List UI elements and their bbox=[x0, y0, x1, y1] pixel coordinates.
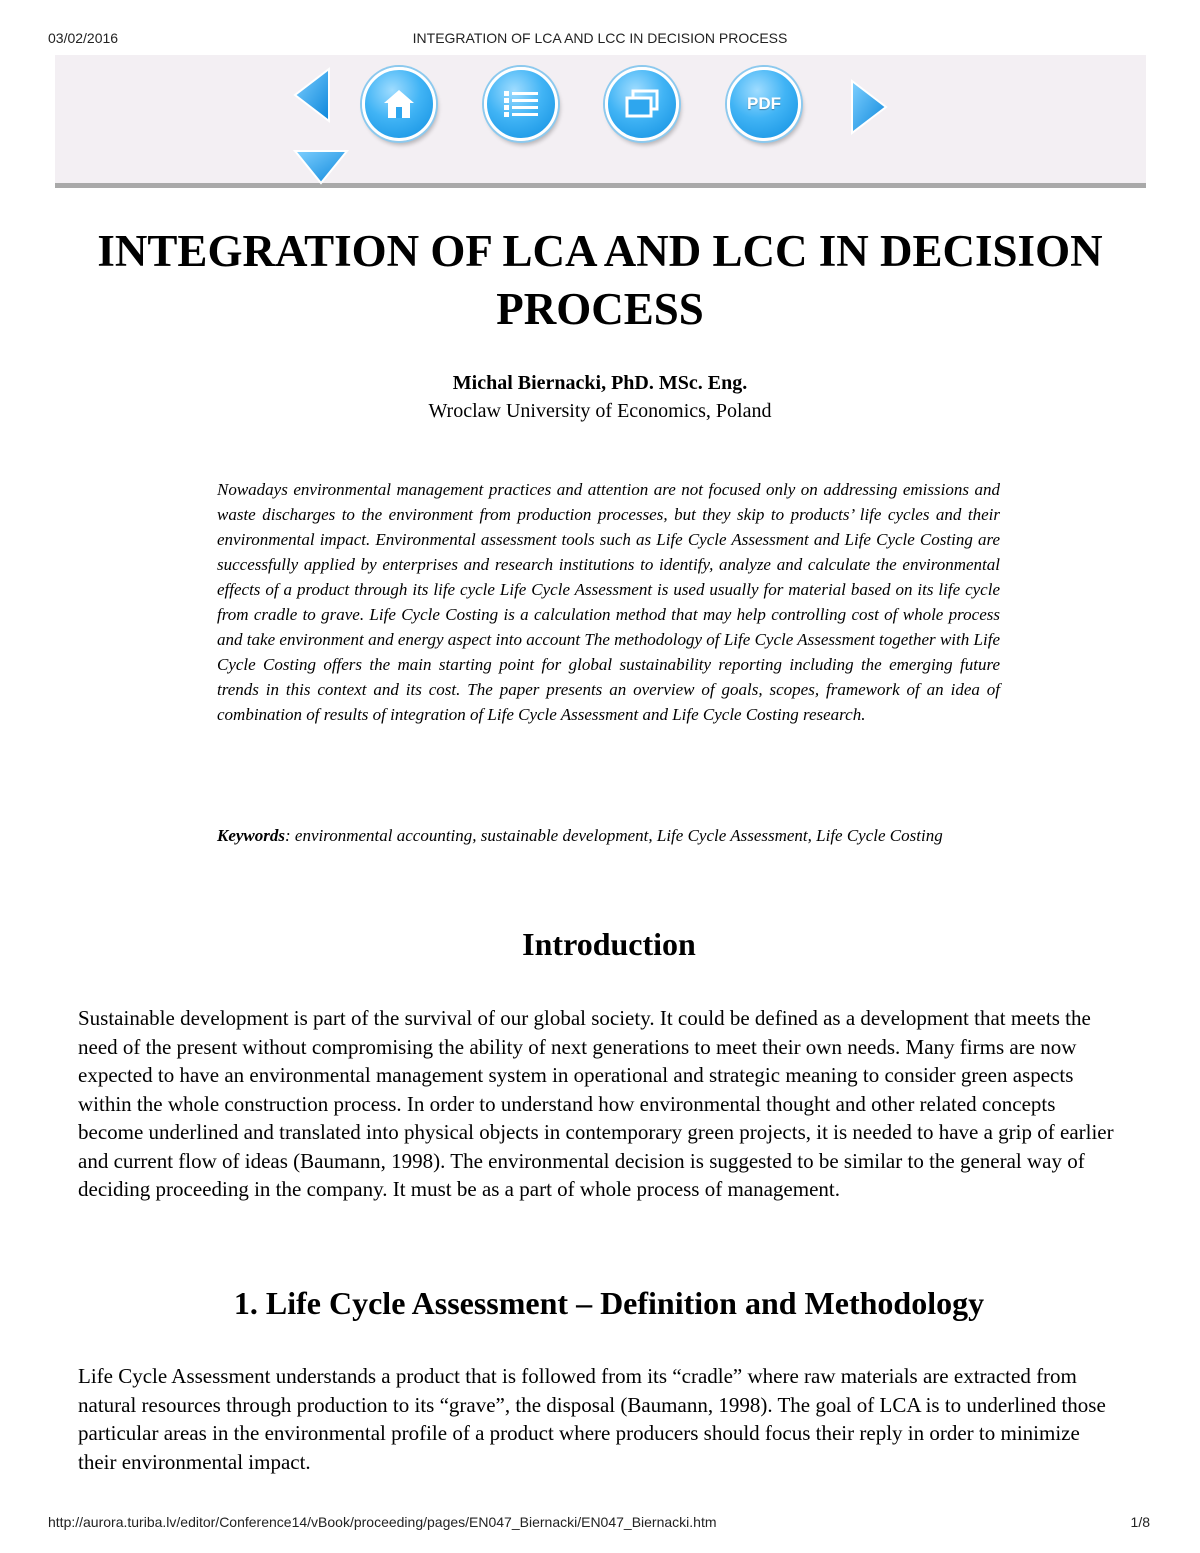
document-title: INTEGRATION OF LCA AND LCC IN DECISION PROCESS bbox=[97, 226, 1103, 334]
author-name: Michal Biernacki, PhD. MSc. Eng. bbox=[452, 372, 748, 394]
home-button[interactable] bbox=[362, 67, 436, 141]
abstract: Nowadays environmental management practices and attention are not focused only on addressing emissions and waste discharges to the environment from production processes, but they skip to products’ life cycles and their environmental impact. Environmental assessment tools such as Life Cycle Assessment and Life Cycle Costing are successfully applied by enterprises and research institutions to identify, analyze and calculate the environmental effects of a product through its life cycle Life Cycle Assessment is used usually for material based on its life cycle from cradle to grave. Life Cycle Costing is a calculation method that may help controlling cost of whole process and take environment and energy aspect into account The methodology of Life Cycle Assessment together with Life Cycle Costing offers the main starting point for global sustainability reporting including the emerging future trends in this context and its cost. The paper presents an overview of goals, scopes, framework of an idea of combination of results of integration of Life Cycle Assessment and Life Cycle Costing research. bbox=[217, 480, 1000, 724]
pdf-button[interactable] bbox=[727, 67, 801, 141]
introduction-paragraph: Sustainable development is part of the survival of our global society. It could be defined as a development that meets the need of the present without compromising the ability of next generations to meet their own needs. Many firms are now expected to have an environmental management system in operational and strategic meaning to consider green aspects within the whole construction process. In order to understand how environmental thought and other related concepts become underlined and translated into physical objects in contemporary green projects, it is needed to have a grip of earlier and current flow of ideas (Baumann, 1998). The environmental decision is suggested to be similar to the general way of deciding proceeding in the company. It must be as a part of whole process of management. bbox=[78, 1006, 1114, 1201]
home-icon bbox=[382, 88, 416, 120]
keywords bbox=[217, 823, 1000, 848]
introduction-heading: Introduction bbox=[522, 926, 696, 962]
print-date: 03/02/2016 bbox=[48, 30, 119, 46]
page-url[interactable]: http://aurora.turiba.lv/editor/Conference14/vBook/proceeding/pages/EN047_Biernacki/EN047_Biernacki.htm bbox=[48, 1514, 717, 1530]
down-arrow-icon[interactable] bbox=[293, 149, 349, 190]
section1-paragraph: Life Cycle Assessment understands a product that is followed from its “cradle” where raw materials are extracted from natural resources through production to its “grave”, the disposal (Baumann, 1998). The goal of LCA is to underlined those particular areas in the environmental profile of a product where producers should focus their reply in order to minimize their environmental impact. bbox=[78, 1364, 1106, 1474]
author-affiliation: Wroclaw University of Economics, Poland bbox=[428, 400, 772, 422]
previous-arrow-icon[interactable] bbox=[293, 67, 333, 128]
navigation-bar bbox=[55, 55, 1146, 188]
page-number: 1/8 bbox=[1130, 1514, 1150, 1530]
contents-button[interactable] bbox=[484, 67, 558, 141]
next-arrow-icon[interactable] bbox=[848, 79, 888, 140]
print-button[interactable] bbox=[605, 67, 679, 141]
window-icon bbox=[625, 89, 659, 119]
print-page-title: INTEGRATION OF LCA AND LCC IN DECISION PROCESS bbox=[412, 30, 788, 46]
keywords-label: Keywords bbox=[217, 826, 285, 845]
pdf-label: PDF bbox=[747, 94, 781, 113]
section1-heading: 1. Life Cycle Assessment – Definition and Methodology bbox=[233, 1285, 985, 1321]
keywords-list: : environmental accounting, sustainable development, Life Cycle Assessment, Life Cycle Costing bbox=[285, 826, 943, 845]
list-grid-icon bbox=[503, 89, 539, 119]
